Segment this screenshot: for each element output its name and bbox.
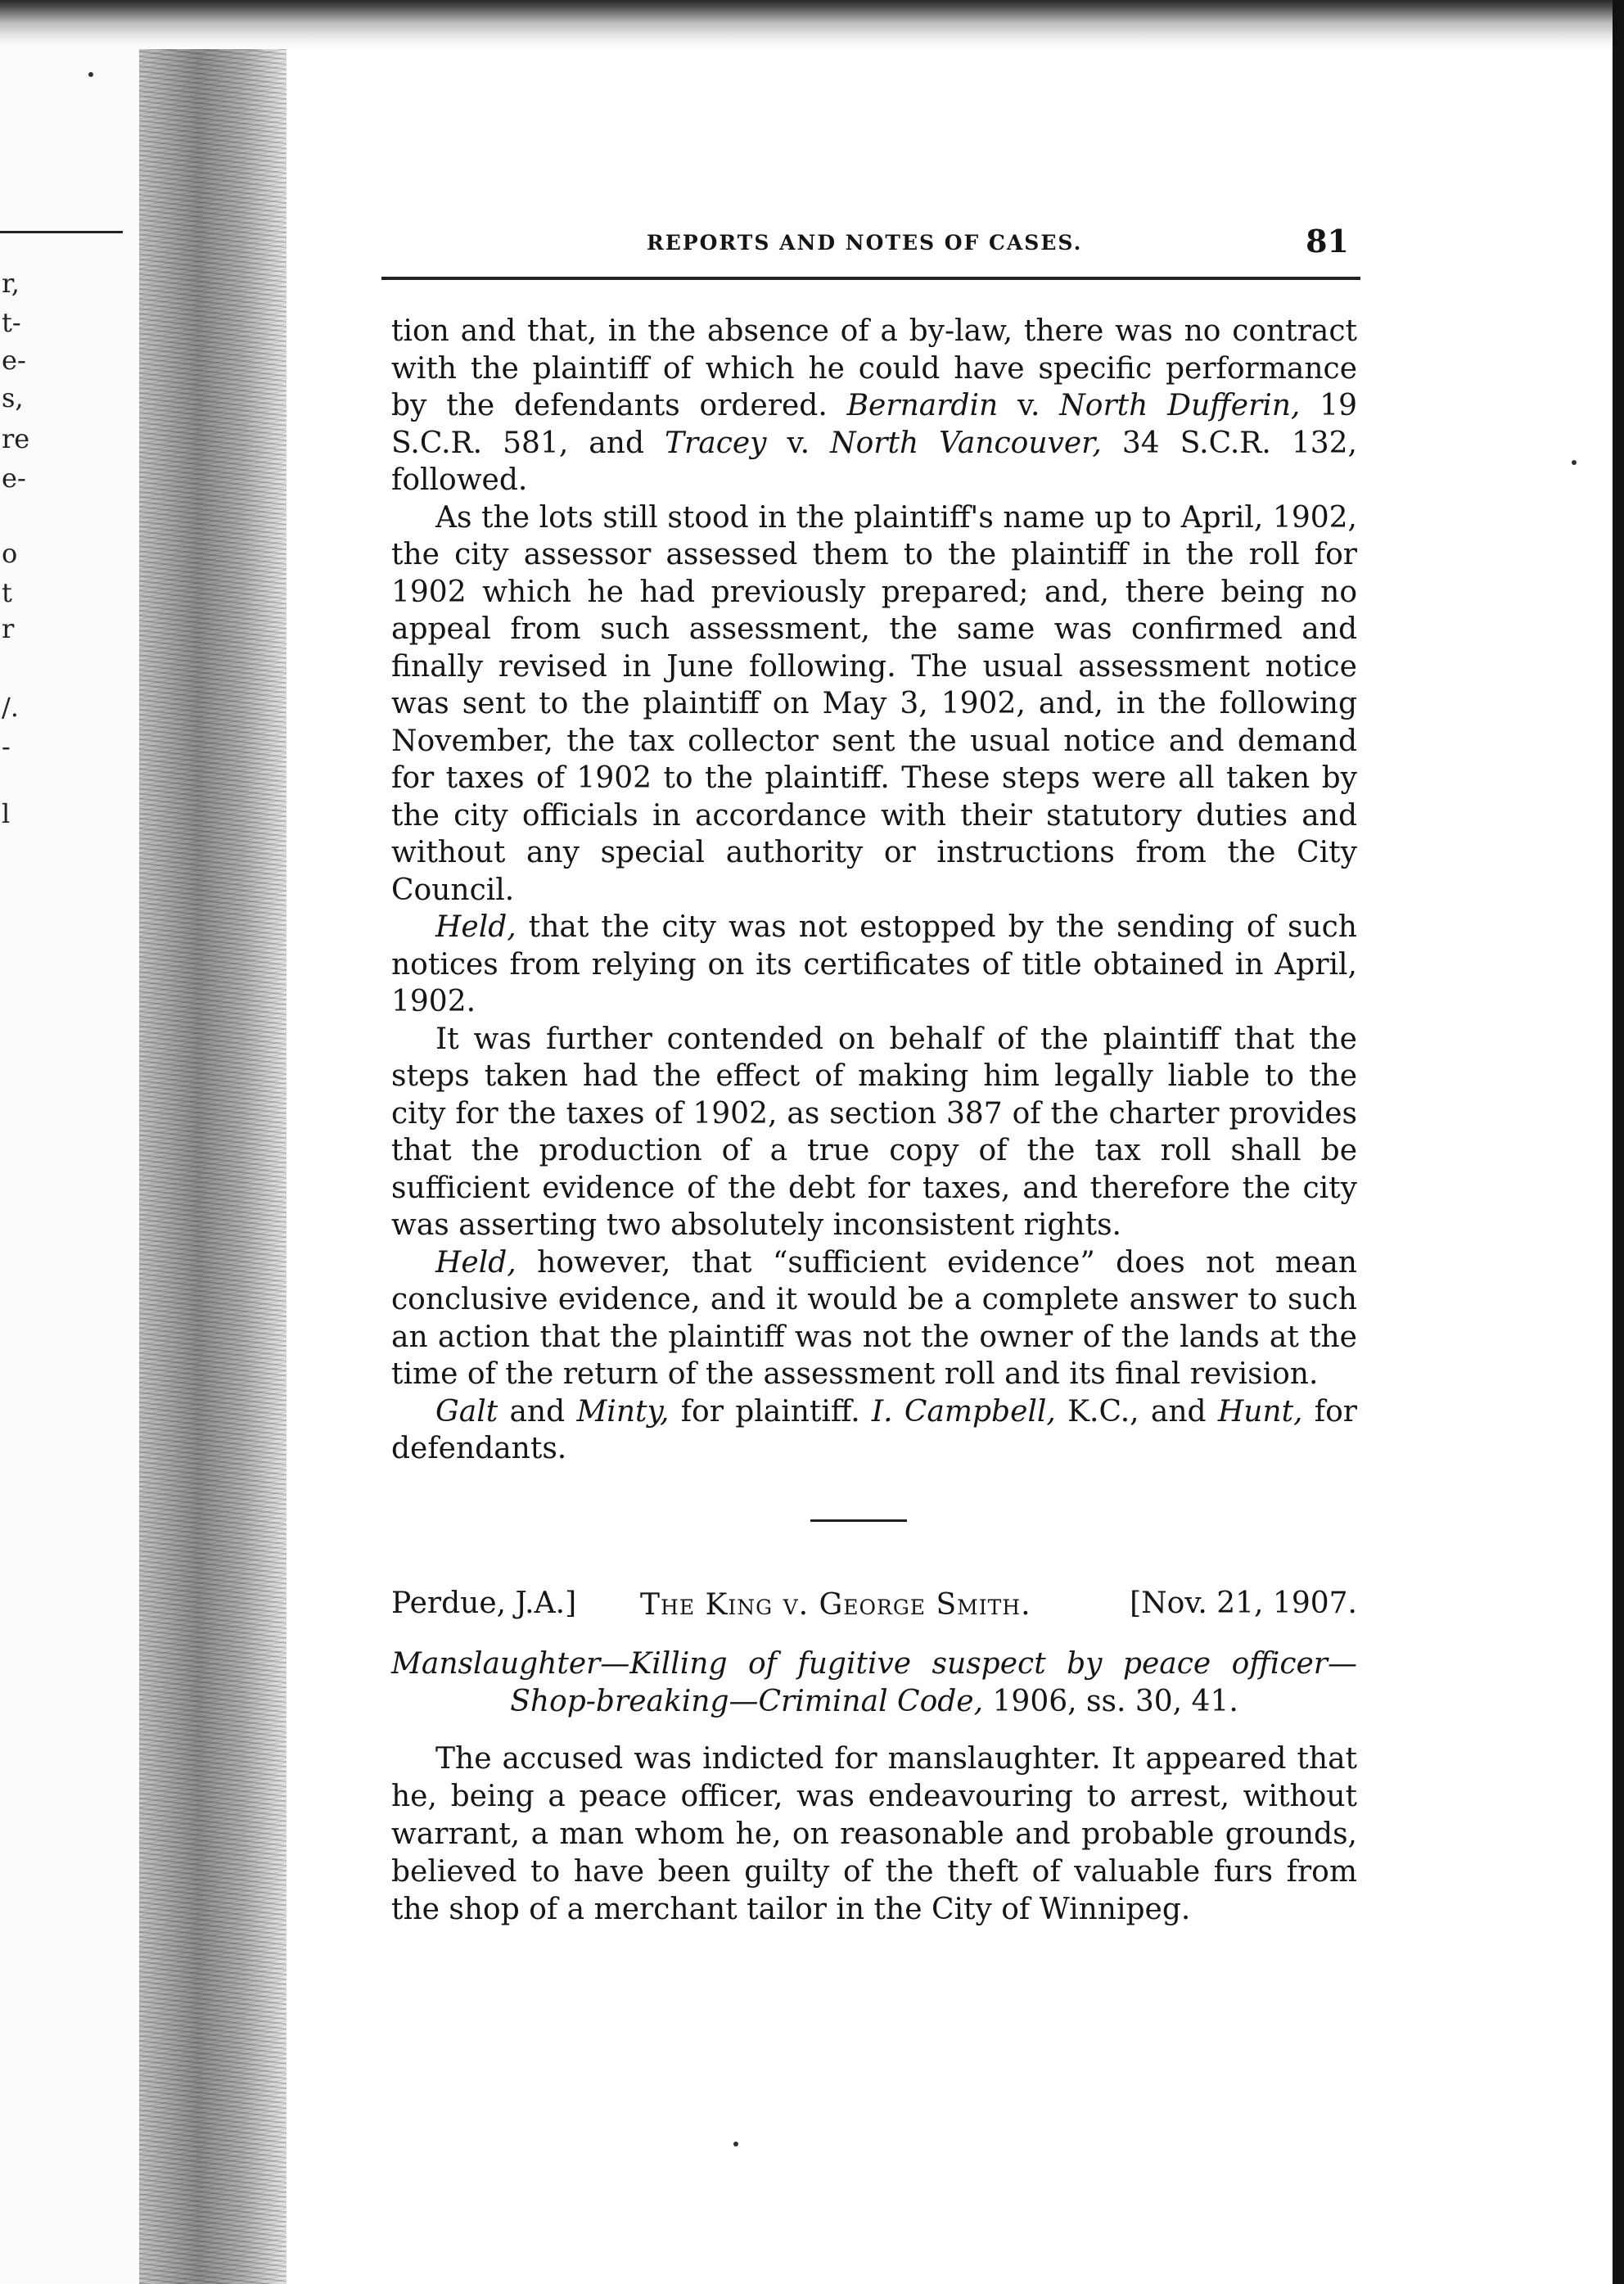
case-statement <box>391 1740 1357 1929</box>
italic-run: Held, <box>435 910 517 944</box>
page <box>391 0 1357 2284</box>
body-paragraph <box>391 313 1357 499</box>
italic-run: Galt <box>435 1394 498 1429</box>
catchwords <box>391 1645 1357 1721</box>
text-run: for plaintiff. <box>669 1394 872 1429</box>
facing-page-fragment: r, <box>2 268 20 299</box>
body-paragraph <box>391 499 1357 910</box>
catchwords-line <box>391 1683 1357 1721</box>
scan-speck <box>733 2142 738 2146</box>
text-run: K.C., and <box>1055 1394 1218 1429</box>
text-run: and <box>498 1394 577 1429</box>
facing-page-fragment: t <box>2 577 12 608</box>
page-header <box>391 219 1357 260</box>
facing-page-fragment: e- <box>2 345 26 376</box>
text-run: tion and that, in the absence of a by-law, there was no contract with the plaintiff of which he could have specific performance by the defendants ordered. <box>391 314 1357 422</box>
facing-page-fragment: s, <box>2 382 24 413</box>
italic-run: Minty, <box>576 1394 670 1429</box>
facing-page-fragment: re <box>2 423 30 454</box>
facing-page-fragment: - <box>2 731 11 762</box>
case-date: [Nov. 21, 1907. <box>1130 1587 1357 1620</box>
italic-run: Bernardin <box>846 389 999 422</box>
facing-page-fragment: o <box>2 538 18 569</box>
body-paragraph <box>391 909 1357 1021</box>
text-run: v. <box>998 389 1060 422</box>
scan-right-edge <box>1613 0 1624 2284</box>
catchwords-line: Manslaughter—Killing of fugitive suspect by peace officer— <box>391 1647 1357 1681</box>
header-rule <box>381 277 1360 280</box>
italic-run: North Vancouver, <box>830 426 1102 460</box>
scan-speck <box>88 72 93 77</box>
text-run: It was further contended on behalf of the plaintiff that the steps taken had the effect of making him legally liable to the city for the taxes of 1902, as section 387 of the charter provides that the production of a true copy of the tax roll shall be sufficient evidence of the debt for taxes, and therefore the city was asserting two absolutely inconsistent rights. <box>391 1022 1357 1242</box>
body-paragraph <box>391 1244 1357 1393</box>
text-run: that the city was not estopped by the sending of such notices from relying on its certificates of title obtained in April, 1902. <box>391 910 1357 1018</box>
facing-page-edge <box>0 0 139 2284</box>
text-run: As the lots still stood in the plaintiff's name up to April, 1902, the city assessor assessed them to the plaintiff in the roll for 1902 which he had previously prepared; and, there being no appeal from such assessment, the same was confirmed and finally revised in June following. The usual assessment notice was sent to the plaintiff on May 3, 1902, and, in the following November, the tax collector sent the usual notice and demand for taxes of 1902 to the plaintiff. These steps were all taken by the city officials in accordance with their statutory duties and without any special authority or instructions from the City Council. <box>391 500 1357 907</box>
facing-page-fragment: e- <box>2 463 26 494</box>
italic-run: Tracey <box>665 426 767 460</box>
case-heading <box>391 1587 1357 1627</box>
case-title: The King v. George Smith. <box>640 1588 1031 1622</box>
italic-run: Hunt, <box>1217 1394 1303 1429</box>
facing-page-fragment: l <box>2 798 11 829</box>
italic-run: I. Campbell, <box>871 1394 1056 1429</box>
text-run: 19 S.C.R. 581, and <box>391 389 1357 460</box>
text-run: for defendants. <box>391 1394 1357 1465</box>
book-gutter-shadow <box>139 0 286 2284</box>
italic-run: North Dufferin, <box>1059 389 1301 422</box>
text-run: v. <box>766 426 831 460</box>
text-run: 34 S.C.R. 132, followed. <box>391 426 1358 497</box>
running-head: REPORTS AND NOTES OF CASES. <box>647 231 1083 255</box>
judge-name: Perdue, J.A.] <box>391 1587 577 1620</box>
facing-page-rule <box>0 231 123 233</box>
page-number: 81 <box>1306 223 1349 260</box>
body-paragraph <box>391 1393 1357 1468</box>
case-paragraph: The accused was indicted for manslaughter. It appeared that he, being a peace officer, was endeavouring to arrest, without warrant, a man whom he, on reasonable and probable grounds, believed to have been guilty of the theft of valuable furs from the shop of a merchant tailor in the City of Winnipeg. <box>391 1742 1357 1926</box>
text-run: however, that “sufficient evidence” does not mean conclusive evidence, and it would be a complete answer to such an action that the plaintiff was not the owner of the lands at the time of the return of the assessment roll and its final revision. <box>391 1245 1357 1391</box>
case-report-body <box>391 313 1357 1468</box>
body-paragraph <box>391 1021 1357 1244</box>
facing-page-fragment: r <box>2 613 15 644</box>
italic-run: Held, <box>435 1245 517 1280</box>
facing-page-fragment: t- <box>2 307 21 338</box>
facing-page-fragment: /. <box>2 692 19 723</box>
catchwords-citation: 1906, ss. 30, 41. <box>983 1685 1238 1718</box>
catchwords-italic: Shop-breaking—Criminal Code, <box>510 1685 984 1718</box>
scan-speck <box>1572 460 1577 465</box>
section-separator <box>810 1519 907 1522</box>
